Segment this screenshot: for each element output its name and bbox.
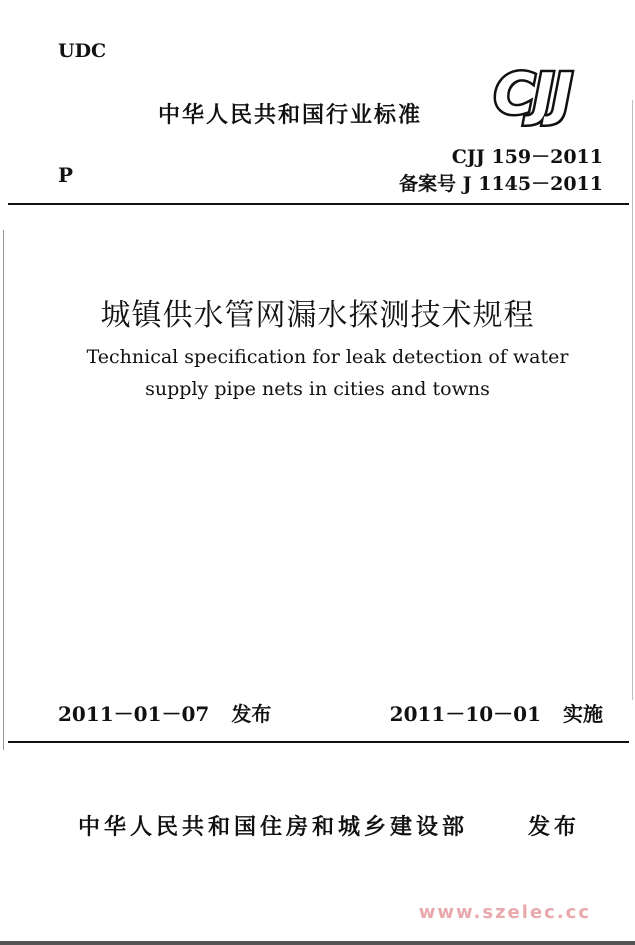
implement-date-block — [390, 698, 603, 727]
standard-number: CJJ 159－2011 — [451, 146, 603, 168]
implement-label: 实施 — [563, 702, 603, 726]
top-divider — [8, 203, 629, 205]
publish-label: 发布 — [528, 814, 581, 840]
scan-edge-right — [632, 100, 633, 700]
ministry-name: 中华人民共和国住房和城乡建设部 — [78, 814, 469, 840]
english-title-line2: supply pipe nets in cities and towns — [145, 378, 490, 400]
udc-label: UDC — [58, 40, 107, 62]
record-number: 备案号 J 1145－2011 — [399, 173, 603, 195]
implement-date: 2011－10－01 — [389, 702, 541, 726]
scan-bottom-bar — [0, 941, 635, 945]
industry-standard-heading: 中华人民共和国行业标准 — [158, 102, 423, 128]
issue-date: 2011－01－07 — [58, 702, 210, 726]
bottom-divider — [8, 741, 629, 743]
watermark-url: www.szelec.cc — [418, 902, 591, 923]
chinese-title: 城镇供水管网漏水探测技术规程 — [100, 298, 535, 333]
issue-date-block — [58, 698, 271, 727]
english-title-line1: Technical specification for leak detection of water — [86, 346, 569, 368]
issue-label: 发布 — [231, 702, 272, 726]
cjj-logo: CJJ — [494, 62, 571, 127]
category-code: P — [58, 163, 74, 187]
